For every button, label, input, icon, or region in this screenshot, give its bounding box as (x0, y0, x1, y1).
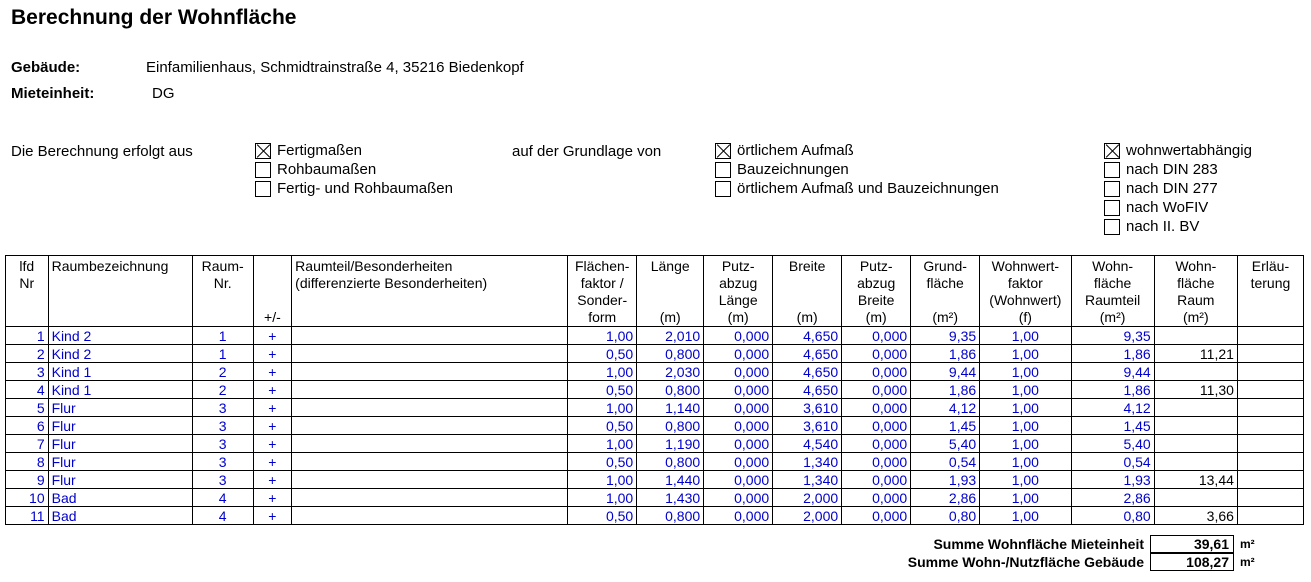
cell-flaechenfaktor: 1,00 (568, 327, 637, 345)
cell-putzabzug-breite: 0,000 (842, 399, 911, 417)
table-row (6, 417, 1304, 435)
table-row (6, 399, 1304, 417)
cell-erlaeuterung (1237, 399, 1303, 417)
cell-breite: 1,340 (773, 453, 842, 471)
cell-wohnflaeche-raum (1154, 435, 1237, 453)
col-raum-nr: Raum- Nr. (192, 256, 253, 327)
cell-plus-minus: + (253, 471, 292, 489)
cell-lfd-nr: 11 (6, 507, 49, 525)
cell-grundflaeche: 9,44 (911, 363, 980, 381)
cell-grundflaeche: 1,86 (911, 381, 980, 399)
checkbox-label: Fertig- und Rohbaumaßen (277, 180, 453, 197)
cell-raumteil (292, 417, 568, 435)
cell-raum-nr: 3 (192, 417, 253, 435)
checkbox-option[interactable] (255, 141, 453, 160)
cell-wohnflaeche-raum: 3,66 (1154, 507, 1237, 525)
cell-raum-nr: 3 (192, 471, 253, 489)
cell-wohnflaeche-raumteil: 1,45 (1071, 417, 1154, 435)
cell-breite: 4,540 (773, 435, 842, 453)
summe-mieteinheit-label: Summe Wohnfläche Mieteinheit (933, 536, 1144, 552)
col-wohnwertfaktor: Wohnwert- faktor (Wohnwert) (f) (980, 256, 1071, 327)
table-row (6, 327, 1304, 345)
cell-flaechenfaktor: 1,00 (568, 471, 637, 489)
checkbox-option[interactable] (715, 179, 999, 198)
cell-raum-nr: 4 (192, 507, 253, 525)
summe-mieteinheit-value: 39,61 (1150, 535, 1234, 553)
cell-wohnwertfaktor: 1,00 (980, 345, 1071, 363)
cell-raumbezeichnung: Flur (48, 453, 192, 471)
cell-flaechenfaktor: 0,50 (568, 345, 637, 363)
cell-putzabzug-laenge: 0,000 (704, 435, 773, 453)
cell-putzabzug-laenge: 0,000 (704, 381, 773, 399)
cell-raumteil (292, 435, 568, 453)
cell-breite: 2,000 (773, 507, 842, 525)
cell-wohnflaeche-raum (1154, 489, 1237, 507)
cell-raum-nr: 4 (192, 489, 253, 507)
cell-flaechenfaktor: 0,50 (568, 381, 637, 399)
cell-plus-minus: + (253, 381, 292, 399)
cell-grundflaeche: 1,86 (911, 345, 980, 363)
checkbox-label: nach II. BV (1126, 218, 1200, 235)
cell-plus-minus: + (253, 453, 292, 471)
checkbox-label: örtlichem Aufmaß und Bauzeichnungen (737, 180, 999, 197)
cell-erlaeuterung (1237, 453, 1303, 471)
cell-erlaeuterung (1237, 435, 1303, 453)
cell-lfd-nr: 2 (6, 345, 49, 363)
cell-wohnflaeche-raum (1154, 327, 1237, 345)
cell-raumteil (292, 489, 568, 507)
cell-putzabzug-breite: 0,000 (842, 381, 911, 399)
cell-erlaeuterung (1237, 417, 1303, 435)
wohnflaeche-table (5, 255, 1304, 525)
col-wohnflaeche-raum: Wohn- fläche Raum (m²) (1154, 256, 1237, 327)
cell-putzabzug-breite: 0,000 (842, 417, 911, 435)
cell-putzabzug-laenge: 0,000 (704, 345, 773, 363)
cell-putzabzug-breite: 0,000 (842, 363, 911, 381)
col-wohnflaeche-raumteil: Wohn- fläche Raumteil (m²) (1071, 256, 1154, 327)
cell-wohnwertfaktor: 1,00 (980, 363, 1071, 381)
checkbox-label: wohnwertabhängig (1126, 142, 1252, 159)
cell-laenge: 2,010 (637, 327, 704, 345)
col-flaechenfaktor: Flächen- faktor / Sonder- form (568, 256, 637, 327)
summe-gebaeude (0, 553, 1255, 571)
cell-flaechenfaktor: 0,50 (568, 453, 637, 471)
cell-plus-minus: + (253, 435, 292, 453)
grundlage-options (715, 141, 999, 198)
cell-flaechenfaktor: 1,00 (568, 363, 637, 381)
cell-wohnflaeche-raumteil: 1,86 (1071, 345, 1154, 363)
cell-raumbezeichnung: Kind 2 (48, 327, 192, 345)
checkbox[interactable] (1104, 181, 1120, 197)
cell-wohnflaeche-raumteil: 5,40 (1071, 435, 1154, 453)
checkbox-label: nach DIN 283 (1126, 161, 1218, 178)
cell-grundflaeche: 4,12 (911, 399, 980, 417)
table-header-row (6, 256, 1304, 327)
berechnung-options (255, 141, 453, 198)
grundlage-label: auf der Grundlage von (512, 143, 662, 160)
cell-putzabzug-breite: 0,000 (842, 471, 911, 489)
cell-putzabzug-laenge: 0,000 (704, 417, 773, 435)
cell-lfd-nr: 10 (6, 489, 49, 507)
checkbox[interactable] (1104, 200, 1120, 216)
cell-raumbezeichnung: Bad (48, 507, 192, 525)
cell-wohnflaeche-raum (1154, 417, 1237, 435)
col-plus-minus: +/- (253, 256, 292, 327)
cell-wohnwertfaktor: 1,00 (980, 453, 1071, 471)
summe-gebaeude-unit: m² (1240, 555, 1255, 569)
cell-raum-nr: 1 (192, 345, 253, 363)
cell-lfd-nr: 6 (6, 417, 49, 435)
cell-flaechenfaktor: 1,00 (568, 435, 637, 453)
checkbox-option[interactable] (1104, 198, 1252, 217)
checkbox-option[interactable] (715, 141, 999, 160)
cell-erlaeuterung (1237, 363, 1303, 381)
table-row (6, 435, 1304, 453)
col-raumbezeichnung: Raumbezeichnung (48, 256, 192, 327)
cell-raumbezeichnung: Flur (48, 435, 192, 453)
page-title: Berechnung der Wohnfläche (11, 6, 297, 29)
cell-raumbezeichnung: Kind 1 (48, 381, 192, 399)
cell-lfd-nr: 5 (6, 399, 49, 417)
checkbox-label: nach DIN 277 (1126, 180, 1218, 197)
cell-plus-minus: + (253, 399, 292, 417)
cell-putzabzug-breite: 0,000 (842, 453, 911, 471)
col-putzabzug-laenge: Putz- abzug Länge (m) (704, 256, 773, 327)
cell-raum-nr: 3 (192, 399, 253, 417)
col-erlaeuterung: Erläu- terung (1237, 256, 1303, 327)
cell-laenge: 0,800 (637, 381, 704, 399)
cell-raumteil (292, 453, 568, 471)
cell-wohnwertfaktor: 1,00 (980, 489, 1071, 507)
table-row (6, 471, 1304, 489)
cell-plus-minus: + (253, 489, 292, 507)
checkbox[interactable] (715, 143, 731, 159)
table-row (6, 345, 1304, 363)
cell-wohnflaeche-raum: 11,30 (1154, 381, 1237, 399)
summe-gebaeude-value: 108,27 (1150, 553, 1234, 571)
cell-wohnflaeche-raum: 13,44 (1154, 471, 1237, 489)
cell-grundflaeche: 2,86 (911, 489, 980, 507)
checkbox-option[interactable] (255, 160, 453, 179)
cell-wohnflaeche-raumteil: 2,86 (1071, 489, 1154, 507)
checkbox-option[interactable] (1104, 160, 1252, 179)
cell-raumteil (292, 363, 568, 381)
col-laenge: Länge (m) (637, 256, 704, 327)
checkbox[interactable] (715, 181, 731, 197)
cell-flaechenfaktor: 1,00 (568, 489, 637, 507)
cell-wohnwertfaktor: 1,00 (980, 417, 1071, 435)
cell-raumteil (292, 471, 568, 489)
cell-wohnwertfaktor: 1,00 (980, 399, 1071, 417)
cell-putzabzug-breite: 0,000 (842, 435, 911, 453)
methode-options (1104, 141, 1252, 236)
cell-plus-minus: + (253, 345, 292, 363)
cell-putzabzug-breite: 0,000 (842, 507, 911, 525)
cell-breite: 4,650 (773, 345, 842, 363)
cell-raumteil (292, 345, 568, 363)
col-putzabzug-breite: Putz- abzug Breite (m) (842, 256, 911, 327)
cell-putzabzug-laenge: 0,000 (704, 471, 773, 489)
table-row (6, 363, 1304, 381)
cell-grundflaeche: 1,93 (911, 471, 980, 489)
cell-laenge: 1,190 (637, 435, 704, 453)
summe-mieteinheit-unit: m² (1240, 537, 1255, 551)
summe-mieteinheit (0, 535, 1255, 553)
checkbox-label: nach WoFIV (1126, 199, 1209, 216)
cell-plus-minus: + (253, 363, 292, 381)
cell-flaechenfaktor: 0,50 (568, 417, 637, 435)
cell-laenge: 0,800 (637, 453, 704, 471)
cell-raum-nr: 3 (192, 435, 253, 453)
cell-lfd-nr: 1 (6, 327, 49, 345)
cell-raumbezeichnung: Bad (48, 489, 192, 507)
checkbox-option[interactable] (1104, 179, 1252, 198)
cell-plus-minus: + (253, 327, 292, 345)
cell-raumteil (292, 381, 568, 399)
checkbox[interactable] (1104, 143, 1120, 159)
cell-grundflaeche: 9,35 (911, 327, 980, 345)
cell-wohnwertfaktor: 1,00 (980, 507, 1071, 525)
cell-erlaeuterung (1237, 327, 1303, 345)
cell-breite: 4,650 (773, 327, 842, 345)
cell-wohnflaeche-raum (1154, 363, 1237, 381)
cell-putzabzug-laenge: 0,000 (704, 453, 773, 471)
cell-raum-nr: 2 (192, 381, 253, 399)
cell-laenge: 0,800 (637, 345, 704, 363)
mieteinheit-label: Mieteinheit: (11, 85, 95, 102)
cell-wohnflaeche-raumteil: 0,54 (1071, 453, 1154, 471)
checkbox-option[interactable] (1104, 217, 1252, 236)
cell-breite: 3,610 (773, 417, 842, 435)
cell-erlaeuterung (1237, 345, 1303, 363)
cell-wohnflaeche-raumteil: 9,44 (1071, 363, 1154, 381)
cell-wohnflaeche-raumteil: 0,80 (1071, 507, 1154, 525)
col-raumteil: Raumteil/Besonderheiten (differenzierte Besonderheiten) (292, 256, 568, 327)
checkbox[interactable] (1104, 162, 1120, 178)
col-breite: Breite (m) (773, 256, 842, 327)
cell-flaechenfaktor: 1,00 (568, 399, 637, 417)
cell-breite: 4,650 (773, 363, 842, 381)
cell-putzabzug-laenge: 0,000 (704, 327, 773, 345)
berechnung-label: Die Berechnung erfolgt aus (11, 143, 193, 160)
cell-grundflaeche: 0,80 (911, 507, 980, 525)
cell-raum-nr: 2 (192, 363, 253, 381)
checkbox-option[interactable] (1104, 141, 1252, 160)
cell-laenge: 0,800 (637, 417, 704, 435)
cell-wohnwertfaktor: 1,00 (980, 435, 1071, 453)
cell-raumbezeichnung: Kind 2 (48, 345, 192, 363)
cell-raum-nr: 1 (192, 327, 253, 345)
cell-wohnflaeche-raum (1154, 399, 1237, 417)
cell-plus-minus: + (253, 417, 292, 435)
cell-putzabzug-laenge: 0,000 (704, 507, 773, 525)
col-lfd-nr: lfd Nr (6, 256, 49, 327)
cell-laenge: 1,440 (637, 471, 704, 489)
cell-raumbezeichnung: Flur (48, 417, 192, 435)
cell-erlaeuterung (1237, 507, 1303, 525)
cell-breite: 1,340 (773, 471, 842, 489)
checkbox[interactable] (1104, 219, 1120, 235)
cell-flaechenfaktor: 0,50 (568, 507, 637, 525)
summe-gebaeude-label: Summe Wohn-/Nutzfläche Gebäude (907, 554, 1144, 570)
cell-raumbezeichnung: Kind 1 (48, 363, 192, 381)
table-row (6, 489, 1304, 507)
checkbox-label: Rohbaumaßen (277, 161, 377, 178)
cell-grundflaeche: 5,40 (911, 435, 980, 453)
checkbox-label: Bauzeichnungen (737, 161, 849, 178)
cell-wohnwertfaktor: 1,00 (980, 381, 1071, 399)
cell-wohnflaeche-raumteil: 1,93 (1071, 471, 1154, 489)
table-row (6, 453, 1304, 471)
cell-wohnflaeche-raum (1154, 453, 1237, 471)
table-row (6, 381, 1304, 399)
cell-grundflaeche: 0,54 (911, 453, 980, 471)
cell-wohnwertfaktor: 1,00 (980, 471, 1071, 489)
cell-lfd-nr: 9 (6, 471, 49, 489)
checkbox[interactable] (255, 181, 271, 197)
col-grundflaeche: Grund- fläche (m²) (911, 256, 980, 327)
cell-raum-nr: 3 (192, 453, 253, 471)
cell-breite: 3,610 (773, 399, 842, 417)
cell-erlaeuterung (1237, 381, 1303, 399)
checkbox[interactable] (255, 162, 271, 178)
checkbox-label: örtlichem Aufmaß (737, 142, 854, 159)
cell-grundflaeche: 1,45 (911, 417, 980, 435)
cell-raumteil (292, 507, 568, 525)
checkbox-label: Fertigmaßen (277, 142, 363, 159)
cell-raumteil (292, 399, 568, 417)
cell-laenge: 2,030 (637, 363, 704, 381)
cell-wohnflaeche-raumteil: 4,12 (1071, 399, 1154, 417)
cell-laenge: 0,800 (637, 507, 704, 525)
cell-lfd-nr: 8 (6, 453, 49, 471)
cell-breite: 4,650 (773, 381, 842, 399)
cell-wohnwertfaktor: 1,00 (980, 327, 1071, 345)
cell-raumbezeichnung: Flur (48, 471, 192, 489)
checkbox-option[interactable] (715, 160, 999, 179)
cell-breite: 2,000 (773, 489, 842, 507)
cell-plus-minus: + (253, 507, 292, 525)
checkbox[interactable] (715, 162, 731, 178)
cell-lfd-nr: 7 (6, 435, 49, 453)
cell-putzabzug-laenge: 0,000 (704, 399, 773, 417)
cell-putzabzug-laenge: 0,000 (704, 363, 773, 381)
cell-putzabzug-laenge: 0,000 (704, 489, 773, 507)
cell-erlaeuterung (1237, 489, 1303, 507)
cell-putzabzug-breite: 0,000 (842, 327, 911, 345)
cell-lfd-nr: 3 (6, 363, 49, 381)
cell-wohnflaeche-raumteil: 9,35 (1071, 327, 1154, 345)
cell-laenge: 1,430 (637, 489, 704, 507)
cell-raumteil (292, 327, 568, 345)
cell-wohnflaeche-raum: 11,21 (1154, 345, 1237, 363)
cell-lfd-nr: 4 (6, 381, 49, 399)
table-row (6, 507, 1304, 525)
gebaeude-value: Einfamilienhaus, Schmidtrainstraße 4, 35216 Biedenkopf (146, 59, 524, 76)
cell-laenge: 1,140 (637, 399, 704, 417)
cell-erlaeuterung (1237, 471, 1303, 489)
cell-raumbezeichnung: Flur (48, 399, 192, 417)
cell-putzabzug-breite: 0,000 (842, 489, 911, 507)
checkbox-option[interactable] (255, 179, 453, 198)
cell-putzabzug-breite: 0,000 (842, 345, 911, 363)
mieteinheit-value: DG (152, 85, 175, 102)
checkbox[interactable] (255, 143, 271, 159)
cell-wohnflaeche-raumteil: 1,86 (1071, 381, 1154, 399)
gebaeude-label: Gebäude: (11, 59, 81, 76)
